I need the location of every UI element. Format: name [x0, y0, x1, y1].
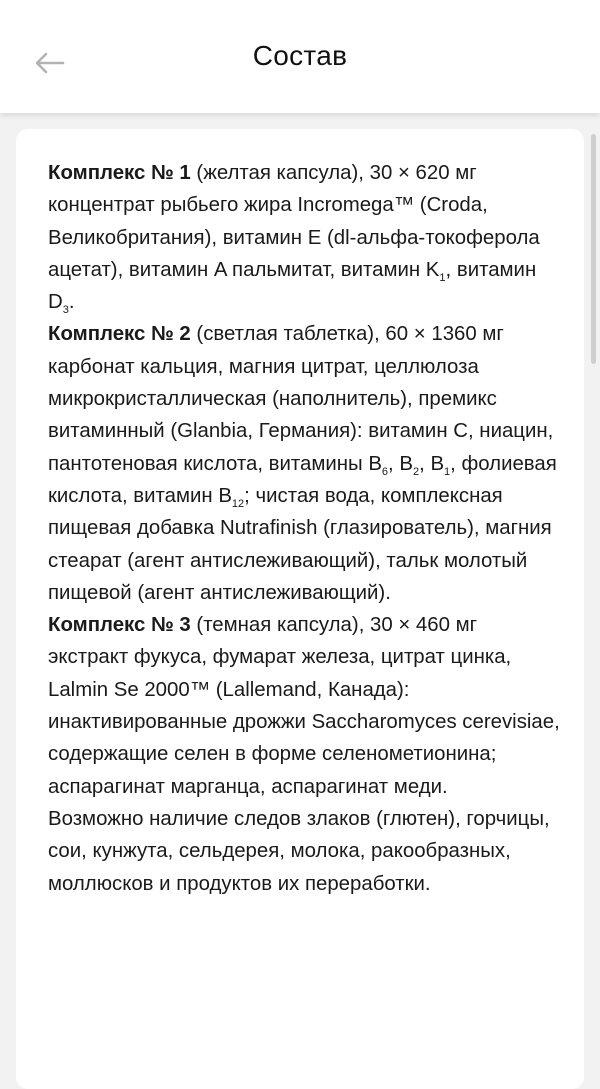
complex-2-desc: (светлая таблетка), 60 × 1360 мг [190, 323, 504, 346]
scrollbar[interactable] [591, 134, 596, 364]
composition-card [16, 129, 584, 1089]
complex-1-desc: (желтая капсула), 30 × 620 мг [190, 162, 477, 184]
complex-1-ingredients-part: , витамин D [48, 258, 537, 314]
complex-1-ingredients: концентрат рыбьего жира Incromega™ (Croda, Великобритания), витамин E (dl-альфа-токоферола ацетат), витамин A пальмитат, витамин K [48, 194, 540, 281]
complex-3-desc: (темная капсула), 30 × 460 мг [190, 614, 478, 637]
app-header [0, 0, 600, 113]
subscript: 1 [444, 465, 451, 478]
allergen-warning: Возможно наличие следов злаков (глютен), горчицы, сои, кунжута, сельдерея, молока, ракообразных, моллюсков и продуктов их переработки. [48, 807, 550, 895]
subscript: 1 [439, 271, 446, 284]
subscript: 3 [62, 304, 69, 317]
subscript: 6 [381, 465, 389, 478]
complex-2-ingredients: карбонат кальция, магния цитрат, целлюлоза микрокристаллическая (наполнитель), премикс витаминный (Glanbia, Германия): витамин C, ниацин, пантотеновая кислота, витамины B [48, 355, 554, 475]
subscript: 12 [231, 497, 245, 510]
complex-1-title: Комплекс № 1 [48, 162, 191, 184]
complex-2-ingredients-part: , B [388, 452, 413, 475]
complex-2-ingredients-end: ; чистая вода, комплексная пищевая добавка Nutrafinish (глазирователь), магния стеарат (агент антислеживающий), тальк молотый пищевой (агент антислеживающий). [48, 484, 552, 604]
page-title: Состав [252, 40, 348, 71]
complex-2-title: Комплекс № 2 [48, 323, 191, 346]
subscript: 2 [412, 465, 420, 478]
complex-3-ingredients: экстракт фукуса, фумарат железа, цитрат цинка, Lalmin Se 2000™ (Lallemand, Канада): инактивированные дрожжи Saccharomyces cerevisiae, содержащие селен в форме селенометионина; аспарагинат марганца, аспарагинат меди. [48, 646, 560, 798]
composition-text [48, 157, 562, 900]
complex-1-ingredients-end: . [68, 291, 75, 314]
complex-2-ingredients-part: , B [419, 452, 445, 475]
complex-2 [48, 318, 562, 609]
complex-2-ingredients-part: , фолиевая кислота, витамин B [48, 452, 557, 507]
complex-3-title: Комплекс № 3 [48, 614, 191, 637]
complex-1 [48, 157, 562, 318]
complex-3 [48, 609, 562, 803]
